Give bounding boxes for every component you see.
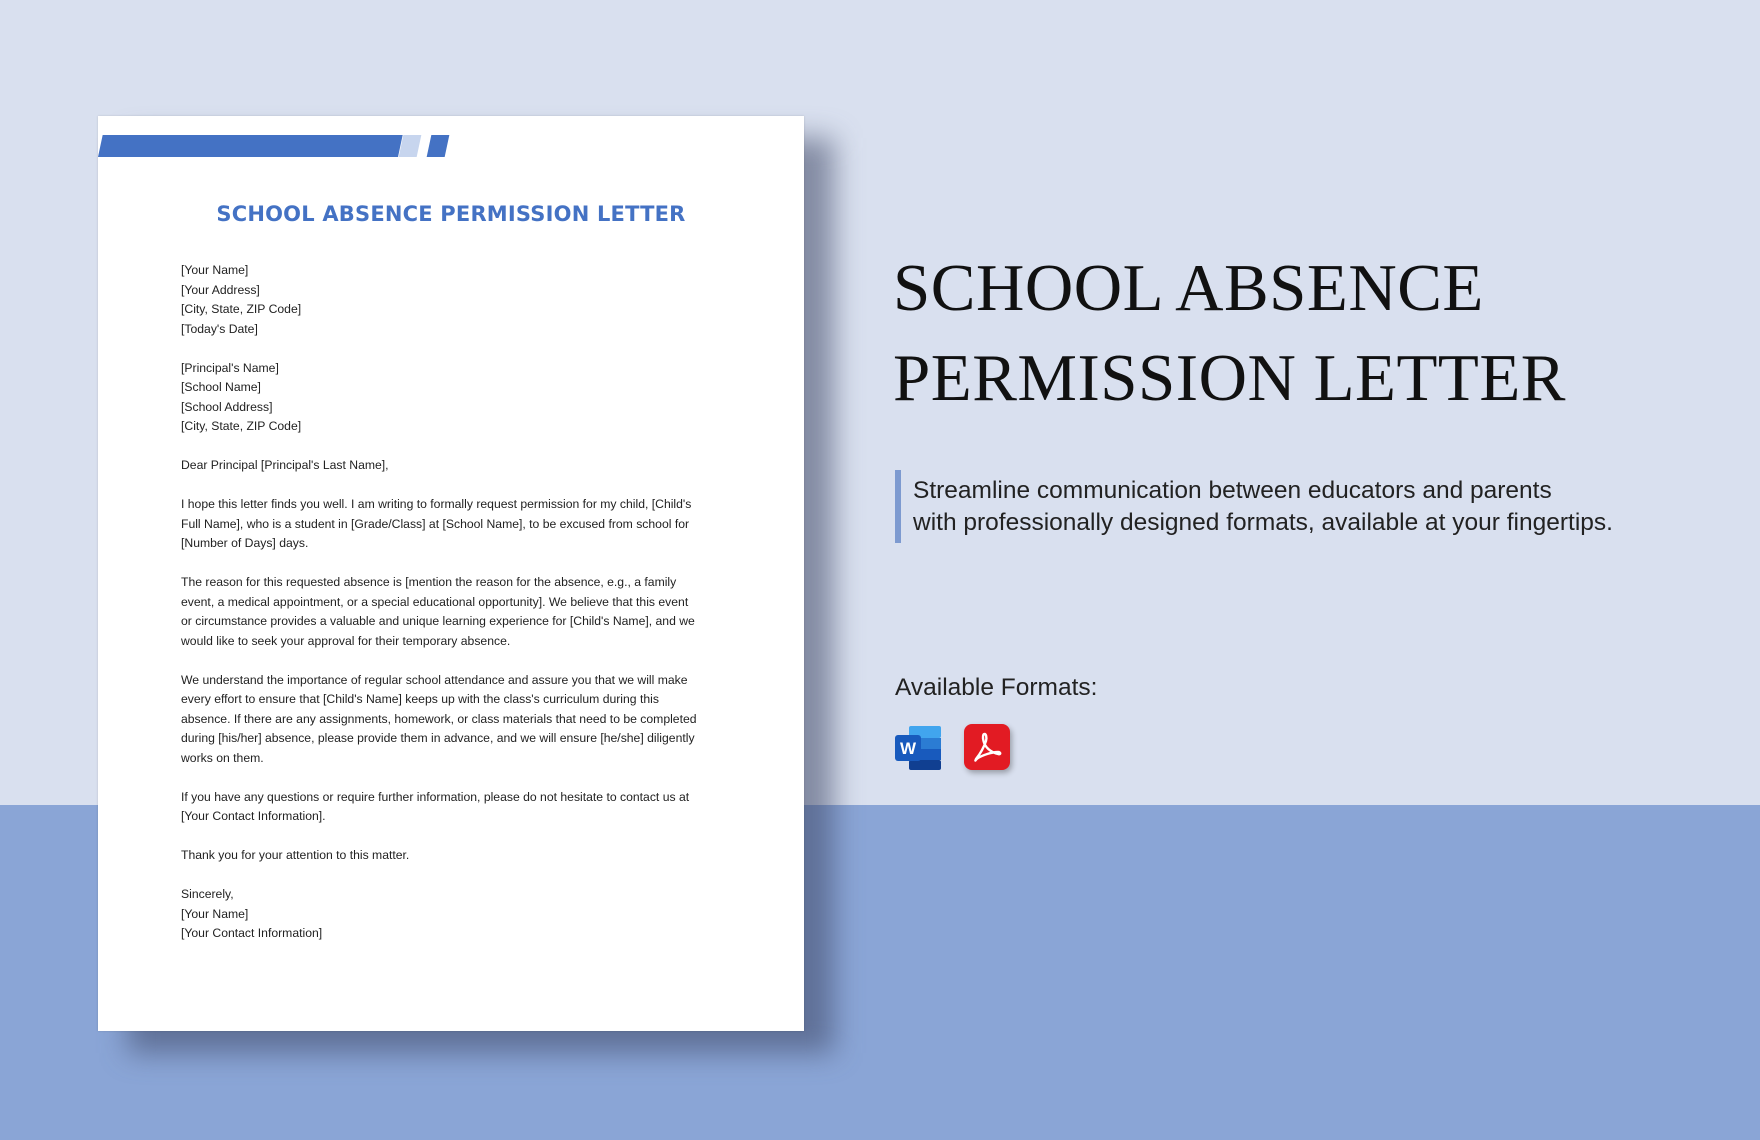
document-body — [181, 261, 721, 963]
paragraph-5 — [181, 846, 721, 866]
header-stripe — [98, 135, 403, 157]
closing-line: [Your Contact Information] — [181, 926, 323, 940]
description-accent-bar — [895, 470, 901, 543]
sender-block — [181, 261, 721, 339]
paragraph-line: event, a medical appointment, or a special educational opportunity]. We believe that this event — [181, 594, 689, 609]
salutation-text: Dear Principal [Principal's Last Name], — [181, 458, 389, 472]
closing-block — [181, 885, 721, 944]
paragraph-line: If you have any questions or require further information, please do not hesitate to contact us at — [181, 789, 690, 804]
sender-line: [Your Name] — [181, 263, 249, 277]
description — [913, 475, 1713, 539]
paragraph-4 — [181, 788, 721, 827]
recipient-line: [Principal's Name] — [181, 360, 279, 375]
pdf-format-button[interactable] — [964, 724, 1010, 770]
header-stripe-light — [399, 135, 422, 157]
word-icon — [895, 724, 943, 772]
paragraph-1 — [181, 495, 721, 554]
paragraph-line: [Number of Days] days. — [181, 536, 309, 550]
closing-line: [Your Name] — [181, 906, 249, 921]
sender-line: [City, State, ZIP Code] — [181, 302, 302, 316]
paragraph-line: works on them. — [181, 750, 264, 765]
salutation — [181, 456, 721, 476]
document-title: SCHOOL ABSENCE PERMISSION LETTER — [216, 202, 686, 226]
paragraph-line: Full Name], who is a student in [Grade/Class] at [School Name], to be excused from school for — [181, 516, 690, 531]
sender-line: [Your Address] — [181, 282, 260, 297]
formats-label: Available Formats: — [895, 674, 1098, 701]
description-line: with professionally designed formats, available at your fingertips. — [913, 509, 1613, 536]
paragraph-line: [Your Contact Information]. — [181, 809, 326, 823]
hero-title-line: PERMISSION LETTER — [893, 341, 1566, 415]
recipient-line: [School Address] — [181, 399, 273, 414]
paragraph-line: We understand the importance of regular school attendance and assure you that we will make — [181, 672, 688, 687]
closing-line: Sincerely, — [181, 887, 234, 901]
paragraph-line: absence. If there are any assignments, homework, or class materials that need to be completed — [181, 711, 697, 726]
recipient-line: [City, State, ZIP Code] — [181, 419, 302, 433]
hero-title-line: SCHOOL ABSENCE — [893, 251, 1484, 325]
word-icon-letter: W — [899, 739, 917, 758]
paragraph-3 — [181, 671, 721, 769]
paragraph-line: or circumstance provides a valuable and unique learning experience for [Child's Name], and we — [181, 614, 695, 628]
document-preview — [98, 116, 804, 1031]
word-format-button[interactable] — [895, 724, 943, 772]
sender-line: [Today's Date] — [181, 321, 258, 336]
paragraph-2 — [181, 573, 721, 651]
header-stripe-dark — [427, 135, 450, 157]
paragraph-line: every effort to ensure that [Child's Name] keeps up with the class's curriculum during this — [181, 692, 659, 706]
paragraph-line: The reason for this requested absence is [mention the reason for the absence, e.g., a family — [181, 575, 677, 589]
paragraph-line: during [his/her] absence, please provide them in advance, and we will ensure [he/she] diligently — [181, 731, 695, 745]
hero-title — [893, 243, 1713, 423]
paragraph-line: I hope this letter finds you well. I am writing to formally request permission for my child, [Child's — [181, 497, 692, 511]
recipient-line: [School Name] — [181, 380, 261, 394]
pdf-icon — [970, 730, 1004, 764]
recipient-block — [181, 359, 721, 437]
paragraph-line: Thank you for your attention to this matter. — [181, 848, 410, 862]
paragraph-line: would like to seek your approval for their temporary absence. — [181, 633, 511, 648]
description-line: Streamline communication between educators and parents — [913, 477, 1552, 504]
